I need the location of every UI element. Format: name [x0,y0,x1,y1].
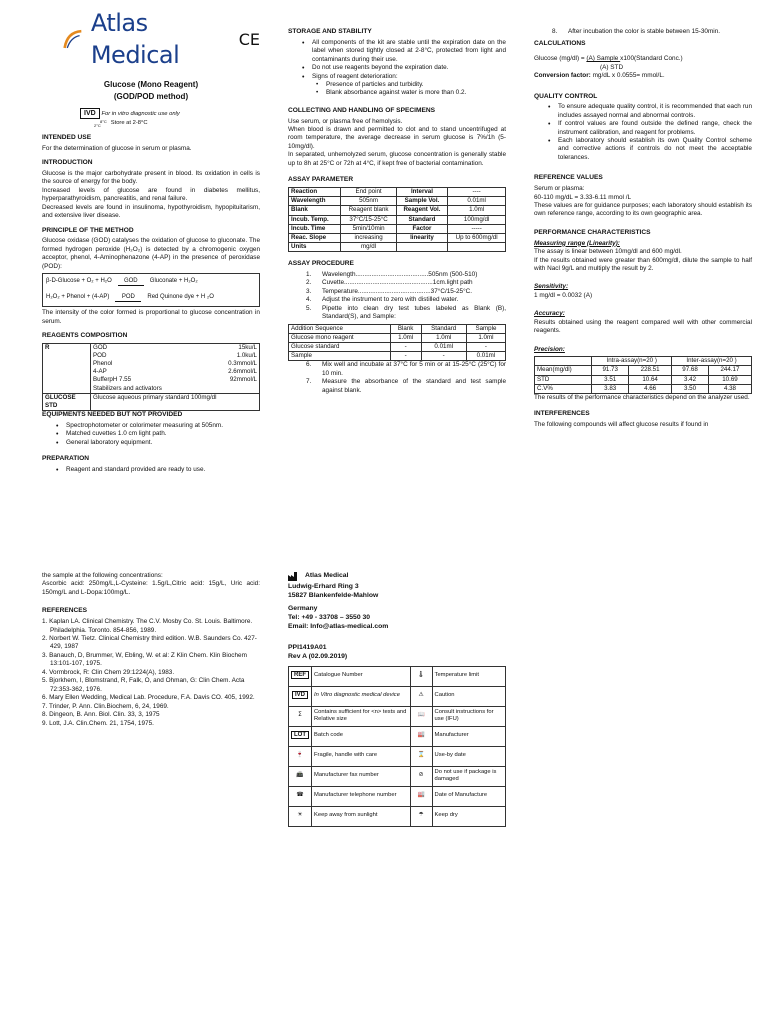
symbol-code: LOT [291,731,309,739]
brand-name: Atlas Medical [90,9,180,69]
preparation-item: • Reagent and standard provided are ready to use. [56,466,260,474]
lot-icon [289,726,312,746]
reaction-arrow: GOD [118,278,144,286]
procedure-cell: - [466,343,505,352]
procedure-header-row [289,324,506,333]
reference-l3: These values are for guidance purposes; each laboratory should establish its own reference range, according to its own geographic area. [534,202,752,218]
precision-cell: 3.42 [672,375,709,384]
parameter-cell: Reagent Vol. [396,206,448,215]
symbol-row [289,686,506,706]
reagent-list [93,344,257,393]
step-text: Adjust the instrument to zero with distilled water. [322,296,459,304]
equipment-heading: EQUIPMENTS NEEDED BUT NOT PROVIDED [42,411,183,419]
step-number: 1. [306,271,312,279]
principle-text: Glucose oxidase (GOD) catalyses the oxidation of glucose to gluconate. The formed hydrogen peroxide (H₂O₂) is detected by a chromogenic oxygen acceptor, phenol, 4-Aminophenazone (4-AP) in the presence of peroxidase (POD): [42,237,260,270]
storage-item: • Signs of reagent deterioration: [302,73,506,81]
reagent-row [93,376,257,384]
symbol-label: Contains sufficient for <n> tests and Relative size [312,706,411,726]
precision-header-cell [535,357,592,366]
parameter-cell: Reagent blank [341,206,396,215]
precision-cell: STD [535,375,592,384]
sun-icon: ☀ [289,806,312,826]
precision-cell: C.V% [535,384,592,393]
parameter-cell: 0.01ml [448,197,506,206]
ivd-icon [289,686,312,706]
precision-table [534,356,752,394]
reference-heading: REFERENCE VALUES [534,174,603,182]
ce-mark: CE [238,30,260,50]
parameter-cell: Factor [396,224,448,233]
ivd-text: For in vitro diagnostic use only [101,110,180,117]
step-text: Cuvette..................................................1cm.light path [322,279,473,287]
equipment-item: • Matched cuvettes 1.0 cm light path. [56,430,260,438]
assay-step [306,378,506,395]
reagent-row [93,368,257,376]
parameter-cell: 1.0ml [448,206,506,215]
parameter-cell: Incub. Time [289,224,341,233]
precision-note: The results of the performance characteristics depend on the analyzer used. [534,393,750,401]
symbol-label: Consult instructions for use (IFU) [432,706,505,726]
precision-cell: 3.83 [592,384,629,393]
ivd-line [80,108,260,119]
qc-heading: QUALITY CONTROL [534,92,598,100]
precision-cell: 244.17 [708,366,751,375]
specimens-p3: In separated, unhemolyzed serum, glucose concentration is generally stable up to 8h at 25°C or 72h at 4°C, if kept free of bacterial contamination. [288,151,506,167]
reagent-name: GOD [93,343,108,351]
parameter-row [289,215,506,224]
step-text: Wavelength.........................................505nm (500-510) [322,271,478,279]
measuring-range-label: Measuring range (Linearity): [534,239,620,247]
parameter-cell: Reac. Slope [289,233,341,242]
reagent-name: Phenol [93,360,113,368]
reagents-table [42,343,260,412]
do-not-use-icon: ⊘ [410,766,432,786]
interferences-p3: Ascorbic acid: 250mg/L,L-Cysteine: 1.5g/L,Citric acid: 15g/L, Uric acid: 150mg/L and L-Dopa:100mg/L. [42,580,260,596]
symbol-row [289,666,506,686]
procedure-table [288,324,506,362]
reference-item: 1. Kaplan LA. Clinical Chemistry. The C.V. Mosby Co. St. Louis. Baltimore. Philadelphia. Toronto. 854-856, 1989. [42,618,253,634]
reagent-row [93,360,257,368]
step-number: 2. [306,279,312,287]
procedure-cell: 0.01ml [421,343,466,352]
precision-cell: 3.50 [672,384,709,393]
references-heading: REFERENCES [42,607,88,615]
parameter-cell: 37°C/15-25°C [341,215,396,224]
symbol-label: Catalogue Number [312,666,411,686]
caution-icon: ⚠ [410,686,432,706]
parameter-cell: 100mg/dl [448,215,506,224]
brand-header [62,8,260,71]
parameter-cell: 505nm [341,197,396,206]
step-text: Measure the absorbance of the standard and test sample against blank. [322,378,506,394]
equipment-list [42,422,260,447]
step-number: 5. [306,304,312,312]
procedure-row [289,352,506,361]
symbol-row [289,726,506,746]
sigma-icon: Σ [289,706,312,726]
symbol-code: REF [291,671,309,679]
procedure-row [289,343,506,352]
procedure-cell: 1.0ml [421,333,466,342]
accuracy-label: Accuracy: [534,310,565,318]
step-number: 8. [552,28,558,35]
precision-cell: Mean(mg/dl) [535,366,592,375]
step-text: Mix well and incubate at 37°C for 5 min or at 15-25°C (25°C) for 10 min. [322,361,506,377]
symbol-row [289,746,506,766]
precision-cell: 97.68 [672,366,709,375]
equipment-item: • General laboratory equipment. [56,439,260,447]
principle-heading: PRINCIPLE OF THE METHOD [42,226,134,234]
assay-step [306,288,506,296]
specimens-p2: When blood is drawn and permitted to clot and to stand uncentrifuged at room temperature, the average decrease in serum glucose is 7%/1h (5-10mg/dl). [288,126,506,150]
precision-cell: 4.38 [708,384,751,393]
qc-item: • Each laboratory should establish its own Quality Control scheme and corrective actions if controls do not meet the acceptable tolerances. [548,137,752,162]
procedure-cell: 0.01ml [466,352,505,361]
reagent-row [93,385,257,393]
reagents-heading: REAGENTS COMPOSITION [42,331,128,339]
symbol-label: Caution [432,686,505,706]
performance-heading: PERFORMANCE CHARACTERISTICS [534,228,651,236]
title-line-1: Glucose (Mono Reagent) [103,80,199,90]
atlas-logo-icon [62,27,85,53]
procedure-cell: 1.0ml [390,333,421,342]
symbol-row [289,786,506,806]
reference-item: 7. Trinder, P. Ann. Clin.Biochem, 6, 24, 1969. [42,702,169,710]
calculations-heading: CALCULATIONS [534,40,586,48]
reagent-value: 92mmol/L [229,376,257,384]
parameter-row [289,233,506,242]
parameter-cell: increasing [341,233,396,242]
storage-list [288,39,506,81]
reagent-r-items [91,343,260,393]
symbol-label: Batch code [312,726,411,746]
step-number: 4. [306,296,312,304]
precision-label: Precision: [534,345,565,353]
parameter-cell: Sample Vol. [396,197,448,206]
parameter-cell: linearity [396,233,448,242]
hourglass-icon: ⌛ [410,746,432,766]
reaction-box [42,273,260,307]
manufacturer-address: Ludwig-Erhard Ring 3 15827 Blankenfelde-Mahlow Germany Tel: +49 - 33708 – 3550 30 Email: Info@atlas-medical.com PPI1419A01 Rev A (02.09.2019) [288,583,389,660]
symbol-label: Fragile, handle with care [312,746,411,766]
qc-list [534,103,752,162]
parameter-row [289,188,506,197]
parameter-cell [396,243,448,252]
precision-cell: 228.51 [629,366,672,375]
reaction-2: H₂O₂ + Phenol + (4-AP) POD Red Quinone dye + H ₂O [46,294,214,301]
product-title [42,79,260,101]
storage-heading: STORAGE AND STABILITY [288,28,372,35]
symbol-row [289,766,506,786]
reference-l1: Serum or plasma: [534,185,585,193]
precision-header-row [535,357,752,366]
parameter-cell: 5min/10min [341,224,396,233]
symbol-label: In Vitro diagnostic medical device [312,686,411,706]
procedure-header-cell: Standard [421,324,466,333]
measuring-m2: If the results obtained were greater than 600mg/dl, dilute the sample to half with Nacl 9g/L and multiply the result by 2. [534,256,752,272]
introduction-p1: Glucose is the major carbohydrate present in blood. Its oxidation in cells is the source of energy for the body. [42,169,260,186]
parameter-cell [448,243,506,252]
ivd-symbol: IVD [80,108,100,119]
parameter-cell: ----- [448,224,506,233]
factory-icon: 🏭 [410,726,432,746]
reagent-value: 2.6mmol/L [228,368,257,376]
sensitivity-text: 1 mg/dl = 0.0032 (A) [534,291,593,299]
qc-item: • To ensure adequate quality control, it is recommended that each run includes assayed normal and abnormal controls. [548,103,752,120]
symbol-row [289,706,506,726]
introduction-p2: Increased levels of glucose are found in diabetes mellitus, hyperparathyroidism, pancreatitis, and renal failure. [42,186,260,203]
sensitivity-label: Sensitivity: [534,283,569,291]
parameter-cell: Units [289,243,341,252]
reagent-name: Stabilizers and activators [93,384,162,392]
parameter-cell: Reaction [289,188,341,197]
date-of-manufacture-icon: 🏭 [410,786,432,806]
symbol-label: Keep dry [432,806,505,826]
intended-use-heading: INTENDED USE [42,133,92,141]
step-text: Temperature.........................................37°C/15-25°C. [322,287,473,295]
assay-steps-continued [288,361,506,395]
reagent-r-label: R [43,343,91,393]
reagent-row [93,344,257,352]
reference-item: 8. Dingeon, B. Ann. Biol. Clin. 33, 3, 1975 [42,711,160,719]
introduction-heading: INTRODUCTION [42,159,93,167]
precision-row [535,384,752,393]
parameter-cell: Standard [396,215,448,224]
precision-cell: 10.64 [629,375,672,384]
procedure-row [289,333,506,342]
symbol-row [289,806,506,826]
symbol-label: Manufacturer telephone number [312,786,411,806]
symbol-label: Temperature limit [432,666,505,686]
procedure-cell: 1.0ml [466,333,505,342]
reference-item: 2. Norbert W. Tietz. Clinical Chemistry third edition. W.B. Saunders Co. 427-429, 1987 [42,634,257,651]
procedure-header-cell: Addition Sequence [289,324,391,333]
step-number: 3. [306,287,312,295]
reaction-1: β-D-Glucose + O₂ + H₂O GOD Gluconate + H₂O₂ [46,278,198,285]
principle-after: The intensity of the color formed is proportional to glucose concentration in serum. [42,309,260,325]
symbol-code: IVD [292,691,308,699]
symbol-label: Date of Manufacture [432,786,505,806]
symbol-label: Keep away from sunlight [312,806,411,826]
assay-step [306,361,506,378]
assay-parameter-table [288,187,506,252]
procedure-cell: - [421,352,466,361]
manufacturer-name-row: Atlas Medical [288,572,506,581]
introduction-p3: Decreased levels are found in insulinoma, hypothyroidism, hypopituitarism, and extensive liver disease. [42,203,260,220]
assay-step [306,279,506,287]
precision-header-cell: Intra-assay(n=20 ) [592,357,672,366]
factory-icon [288,572,299,581]
parameter-cell: Blank [289,206,341,215]
reagent-value: 0.3mmol/L [228,360,257,368]
measuring-m1: The assay is linear between 10mg/dl and 600 mg/dl. [534,248,682,256]
symbol-label: Manufacturer [432,726,505,746]
calc-formula: Glucose (mg/dl) = (A) Sample x100(Standard Conc.) [534,55,683,63]
column-2 [288,28,506,395]
reagent-row [93,352,257,360]
reference-item: 9. Lott, J.A. Clin.Chem. 21, 1754, 1975. [42,719,154,727]
assay-step-8 [534,28,752,36]
book-icon: 📖 [410,706,432,726]
reference-item: 6. Mary Ellen Wedding, Medical Lab. Procedure, F.A. Davis CO. 405, 1992. [42,694,255,702]
parameter-cell: mg/dl [341,243,396,252]
column-2-bottom [288,572,506,827]
title-line-2: (GOD/POD method) [113,91,189,101]
specimens-p1: Use serum, or plasma free of hemolysis. [288,117,403,125]
parameter-cell: Incub. Temp. [289,215,341,224]
reagent-std-label: GLUCOSE STD [43,393,91,410]
preparation-list [42,466,260,474]
symbols-table [288,666,506,827]
reference-item: 4. Vormbrock, R: Clin Chem 29:1224(A), 1983. [42,668,175,676]
intended-use-text: For the determination of glucose in serum or plasma. [42,144,192,152]
interferences-heading: INTERFERENCES [534,410,590,418]
parameter-row [289,224,506,233]
assay-parameter-heading: ASSAY PARAMETER [288,176,354,184]
ref-icon [289,666,312,686]
step-number: 7. [306,378,312,386]
precision-header-cell: Inter-assay(n=20 ) [672,357,752,366]
assay-step [306,296,506,304]
specimens-heading: COLLECTING AND HANDLING OF SPECIMENS [288,106,436,114]
precision-row [535,366,752,375]
parameter-cell: Up to 600mg/dl [448,233,506,242]
precision-cell: 3.51 [592,375,629,384]
references-list [42,618,260,728]
column-3 [534,28,752,430]
storage-sub-item: • Presence of particles and turbidity. [316,81,506,89]
symbol-label: Manufacturer fax number [312,766,411,786]
reagent-std-text: Glucose aqueous primary standard 100mg/dl [91,393,260,410]
precision-row [535,375,752,384]
calc-denominator: (A) STD [600,63,624,71]
precision-cell: 91.73 [592,366,629,375]
assay-steps [288,271,506,322]
thermometer-icon: 8°C 2°C [94,118,107,128]
storage-sub-list [288,81,506,98]
symbol-label: Use-by date [432,746,505,766]
parameter-cell: Interval [396,188,448,197]
assay-step [306,271,506,279]
assay-step [306,305,506,322]
step-number: 6. [306,361,312,369]
qc-item: • If control values are found outside the defined range, check the instrument calibration, and reagent for problems. [548,120,752,137]
thermometer-icon: 🌡 [410,666,432,686]
umbrella-icon: ☂ [410,806,432,826]
reagent-name: POD [93,351,107,359]
column-1-bottom [42,572,260,728]
procedure-cell: Glucose mono reagent [289,333,391,342]
precision-cell: 10.69 [708,375,751,384]
storage-item: • All components of the kit are stable until the expiration date on the label when stored tightly closed at 2-8°C, protected from light and contaminants during their use. [302,39,506,64]
interferences-p1: The following compounds will affect glucose results if found in [534,421,709,429]
store-text: Store at 2-8°C [110,120,148,127]
reagent-name: 4-AP [93,368,107,376]
parameter-row [289,206,506,215]
parameter-cell: ---- [448,188,506,197]
reagent-value: 1.0ku/L [236,351,257,359]
procedure-cell: - [390,343,421,352]
procedure-cell: Glucose standard [289,343,391,352]
parameter-cell: Wavelength [289,197,341,206]
reagent-value: 15ku/L [238,343,257,351]
storage-sub-item: • Blank absorbance against water is more than 0.2. [316,89,506,97]
step-text: Pipette into clean dry test tubes labeled as Blank (B), Standard(S), and Sample: [322,304,506,321]
interferences-p2: the sample at the following concentrations: [42,572,163,579]
reference-item: 5. Bjorkhem, I, Blomstrand, R, Falk, O, and Ohman, G: Clin Chem. Acta 72:353-362, 1976. [42,677,245,693]
reference-l2: 60-110 mg/dL = 3.33-6.11 mmol /L [534,193,632,201]
assay-procedure-heading: ASSAY PROCEDURE [288,260,354,268]
reference-item: 3. Banauch, D, Brummer, W, Ebling, W. et al: Z Klin Chem. Klin Biochem 13:101-107, 1975. [42,651,247,668]
glass-icon: 🍷 [289,746,312,766]
parameter-cell: End point [341,188,396,197]
precision-cell: 4.66 [629,384,672,393]
equipment-item: • Spectrophotometer or colorimeter measuring at 505nm. [56,422,260,430]
reagent-name: BufferpH 7.55 [93,376,132,384]
storage-item: • Do not use reagents beyond the expiration date. [302,64,506,72]
step-text: After incubation the color is stable between 15-30min. [568,28,721,35]
column-1 [42,8,260,474]
fax-icon: 📠 [289,766,312,786]
symbol-label: Do not use if package is damaged [432,766,505,786]
reaction-arrow: POD [115,294,141,302]
parameter-row [289,197,506,206]
storage-line [94,120,260,128]
procedure-header-cell: Sample [466,324,505,333]
assay-step [552,28,752,36]
procedure-header-cell: Blank [390,324,421,333]
phone-icon: ☎ [289,786,312,806]
parameter-row [289,243,506,252]
conversion-factor: Conversion factor: mg/dL x 0.0555= mmol/L. [534,72,665,80]
accuracy-text: Results obtained using the reagent compared well with other commercial reagents. [534,318,752,335]
procedure-cell: - [390,352,421,361]
preparation-heading: PREPARATION [42,455,90,463]
procedure-cell: Sample [289,352,391,361]
